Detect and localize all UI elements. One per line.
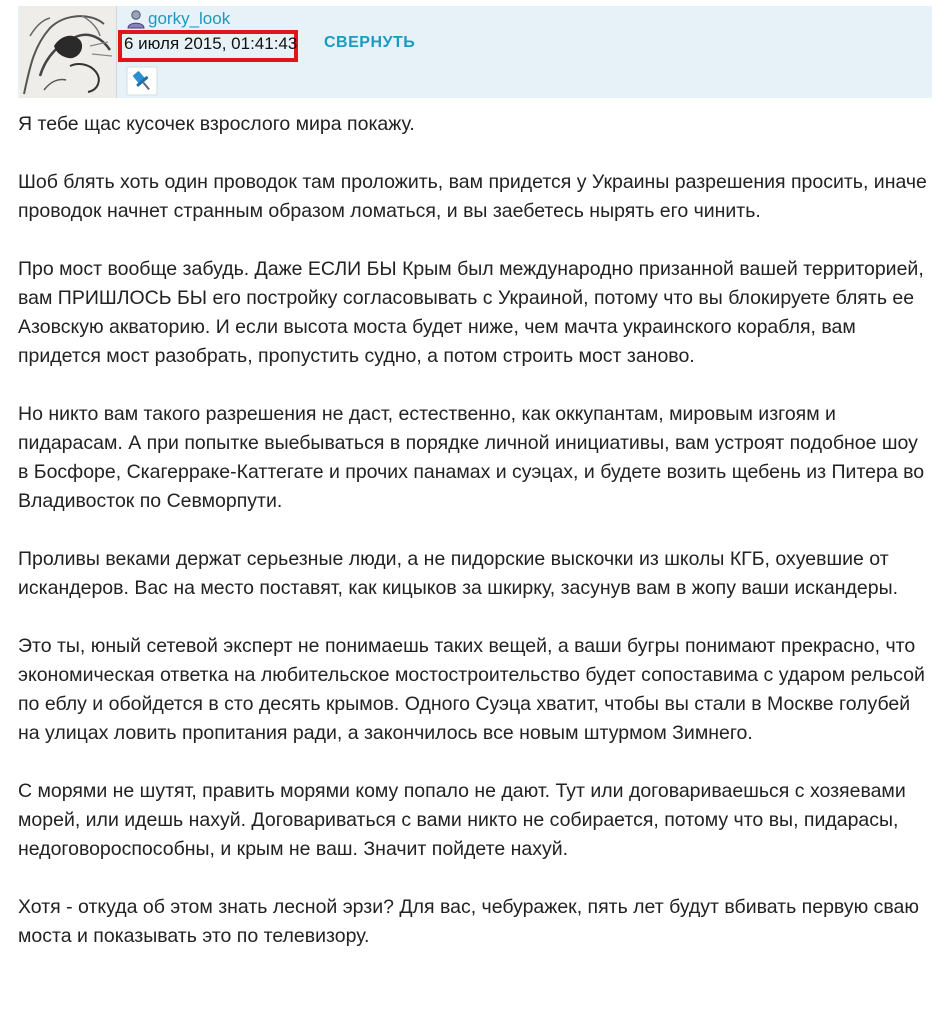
- comment-paragraph: Но никто вам такого разрешения не даст, естественно, как оккупантам, мировым изгоям и пидарасам. А при попытке выебываться в порядке личной инициативы, вам устроят подобное шоу в Босфоре, Скагерраке-Каттегате и прочих панамах и суэцах, и будете возить щебень из Питера во Владивосток по Севморпути.: [18, 403, 925, 512]
- user-avatar[interactable]: [20, 6, 117, 98]
- comment-paragraph: Хотя - откуда об этом знать лесной эрзи? Для вас, чебуражек, пять лет будут вбивать первую сваю моста и показывать это по телевизору.: [18, 896, 920, 947]
- comment-paragraph: С морями не шутят, править морями кому попало не дают. Тут или договариваешься с хозяевами морей, или идешь нахуй. Договариваться с вами никто не собирается, потому что вы, пидарасы, недоговороспособны, и крым не ваш. Значит пойдете нахуй.: [18, 780, 906, 860]
- comment-header: [18, 6, 932, 98]
- comment-body: [18, 110, 928, 980]
- pin-icon[interactable]: [126, 66, 158, 96]
- comment-paragraph: Про мост вообще забудь. Даже ЕСЛИ БЫ Крым был международно призанной вашей территорией, вам ПРИШЛОСЬ БЫ его постройку согласовывать с Украиной, потому что вы блокируете блять ее Азовскую акваторию. И если высота моста будет ниже, чем мачта украинского корабля, вам придется мост разобрать, пропустить судно, а потом строить мост заново.: [18, 258, 924, 367]
- comment-paragraph: Это ты, юный сетевой эксперт не понимаешь таких вещей, а ваши бугры понимают прекрасно, что экономическая ответка на любительское мостостроительство будет сопоставима с ударом рельсой по еблу и обойдется в сто десять крымов. Одного Суэца хватит, чтобы вы стали в Москве голубей на улицах ловить пропитания ради, а закончилось все новым штурмом Зимнего.: [18, 635, 925, 744]
- username-link[interactable]: gorky_look: [148, 9, 231, 28]
- comment-paragraph: Шоб блять хоть один проводок там проложить, вам придется у Украины разрешения просить, иначе проводок начнет странным образом ломаться, и вы заебетесь нырять его чинить.: [18, 171, 927, 222]
- user-icon: [126, 9, 146, 29]
- comment-timestamp[interactable]: 6 июля 2015, 01:41:43: [124, 34, 298, 53]
- collapse-link[interactable]: СВЕРНУТЬ: [324, 34, 416, 51]
- user-row: [126, 8, 230, 30]
- avatar-sketch-icon: [20, 6, 116, 98]
- comment-paragraph: Я тебе щас кусочек взрослого мира покажу.: [18, 113, 415, 135]
- comment-paragraph: Проливы веками держат серьезные люди, а не пидорские выскочки из школы КГБ, охуевшие от искандеров. Вас на место поставят, как кицыков за шкирку, засунув вам в жопу ваши искандеры.: [18, 548, 899, 599]
